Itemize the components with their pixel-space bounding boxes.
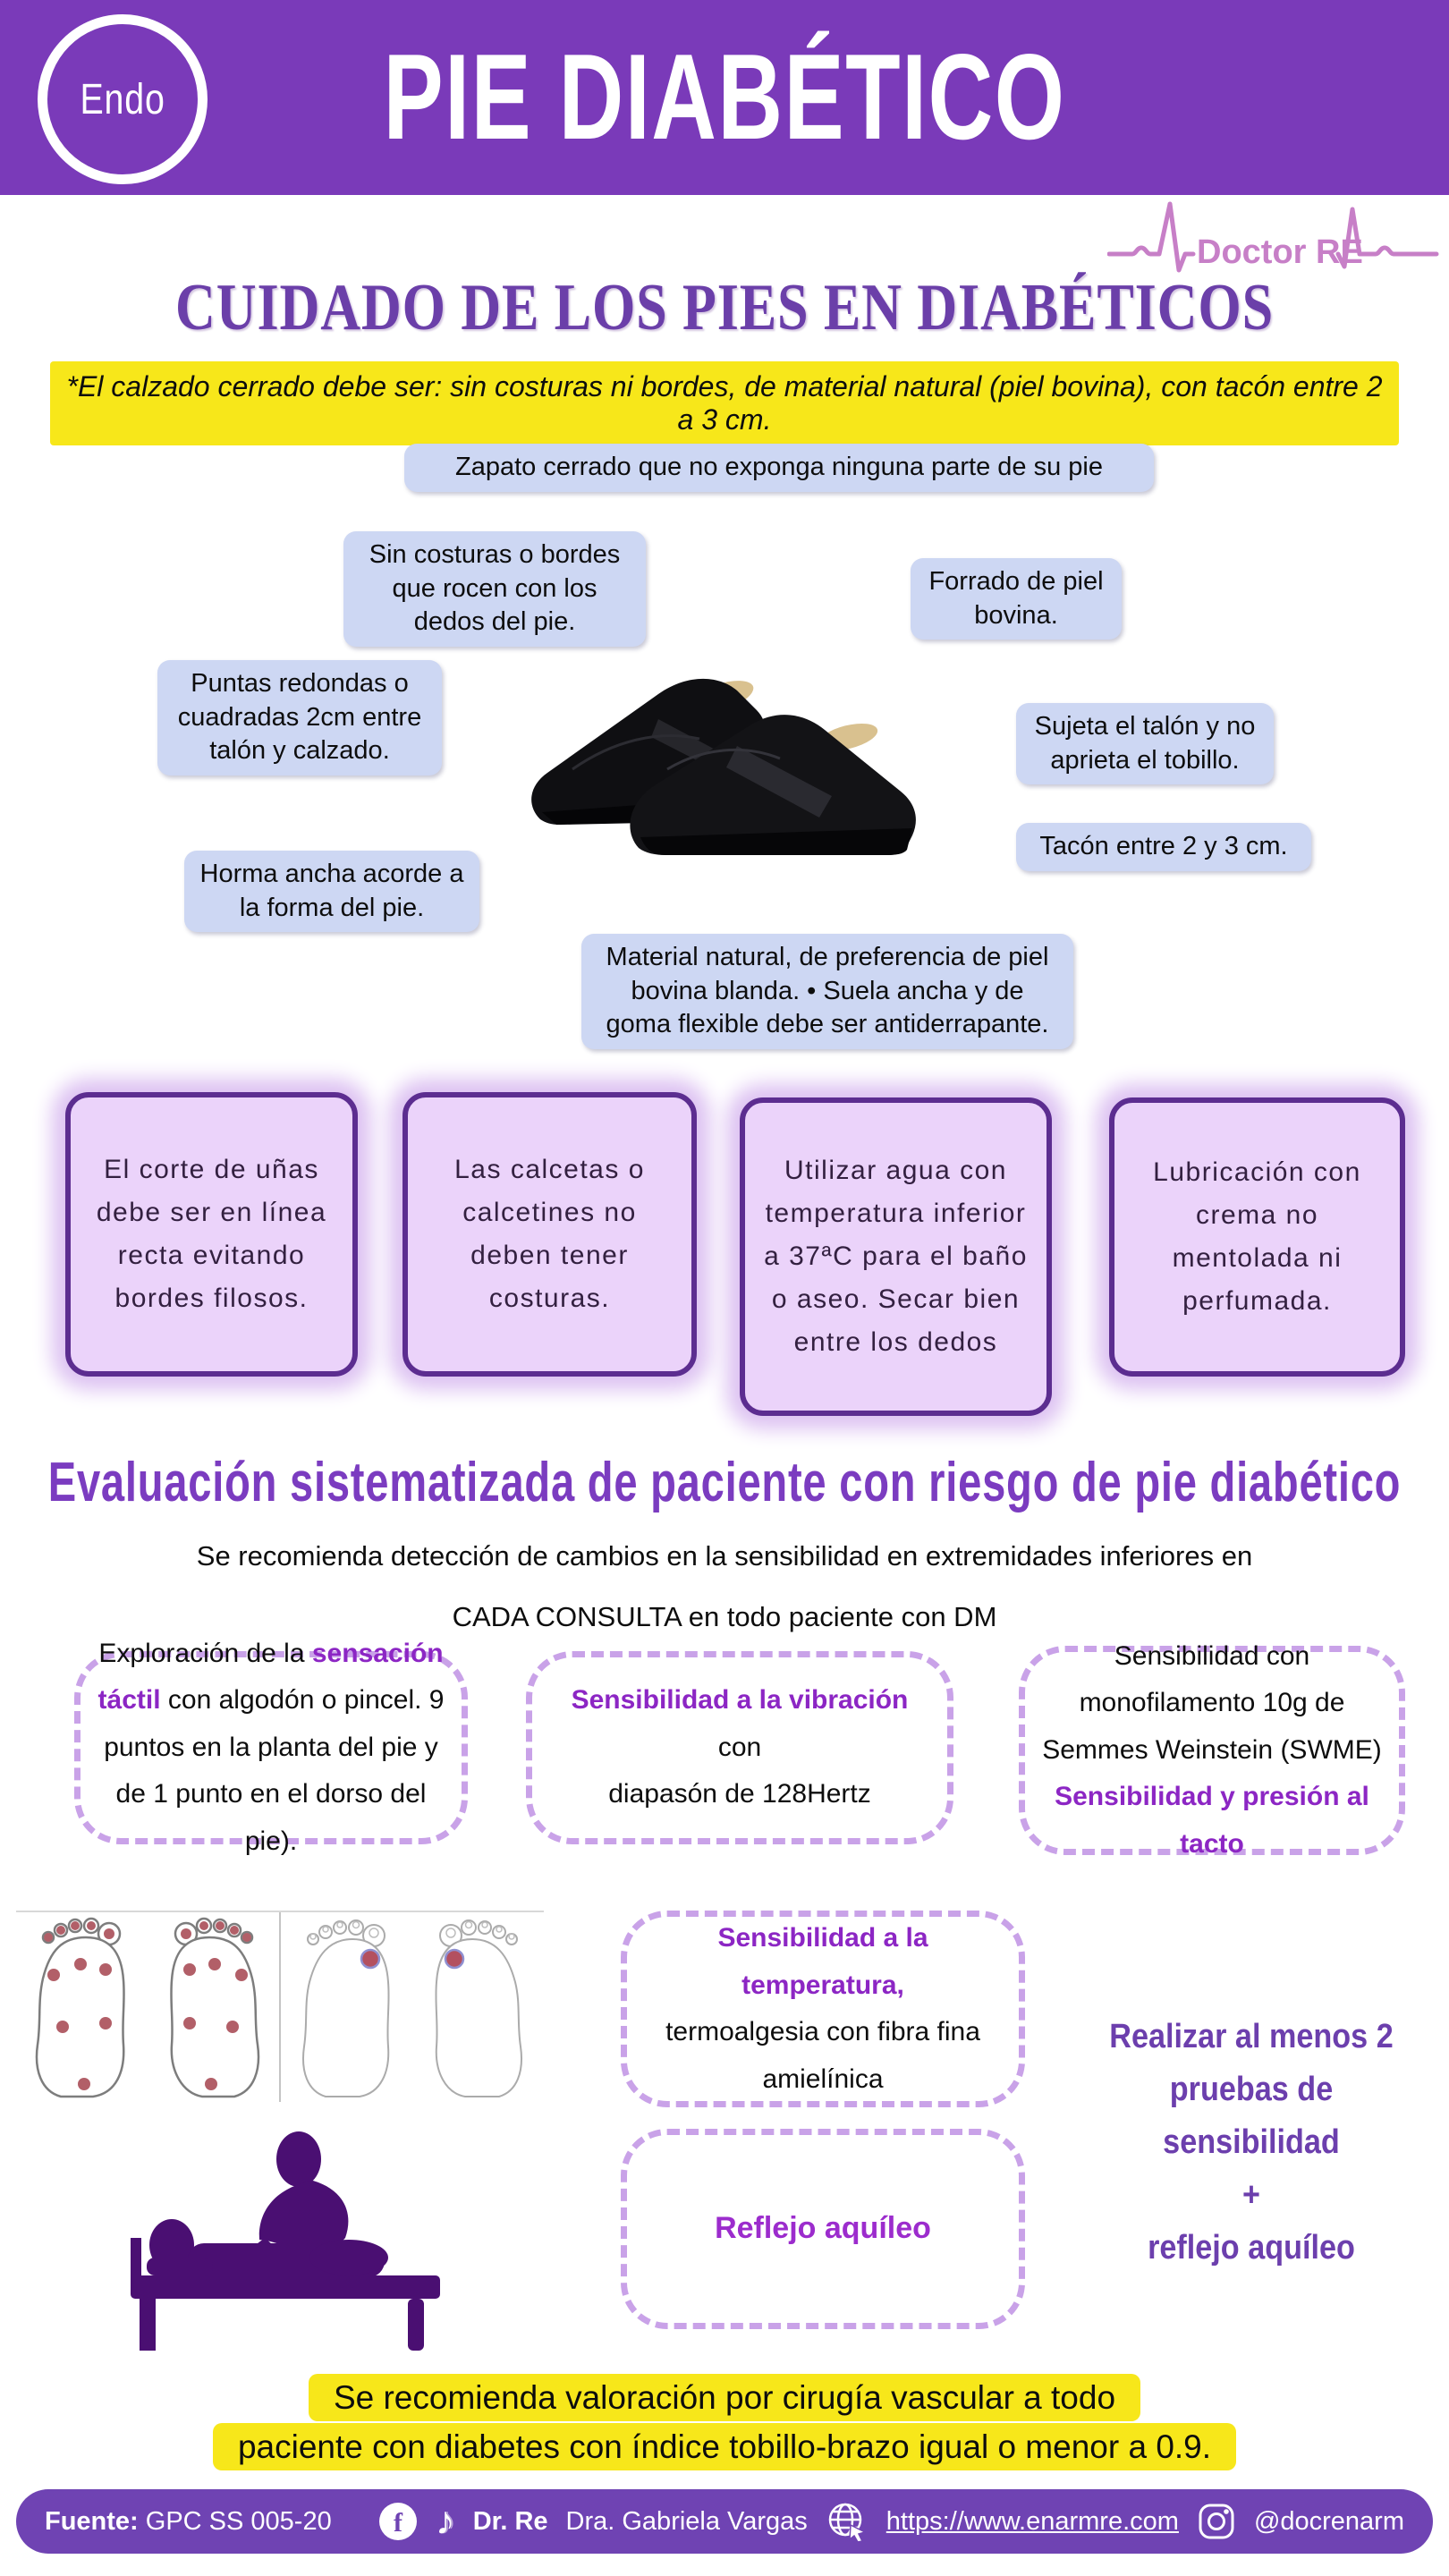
side-note-line4: reflejo aquíleo — [1148, 2228, 1355, 2267]
test-text: Exploración de la — [98, 1638, 312, 1668]
test-text: diapasón de 128Hertz — [608, 1779, 871, 1809]
test-box-tactile — [74, 1638, 468, 1856]
callout-wide-last: Horma ancha acorde a la forma del pie. — [184, 851, 479, 932]
brand-name: Doctor RE — [1197, 233, 1363, 271]
card-text: Utilizar agua con temperatura inferior a 37ªC para el baño o aseo. Secar bien entre los dedos — [764, 1156, 1028, 1357]
test-text: con algodón o pincel. 9 puntos en la planta del pie y de 1 punto en el dorso del pie). — [104, 1685, 445, 1856]
test-emphasis: Sensibilidad y presión al tacto — [1055, 1782, 1369, 1859]
orthopedic-shoes-image — [524, 662, 932, 857]
foot-soles-image — [16, 1912, 279, 2102]
side-note-line1: Realizar al menos 2 — [1109, 2018, 1394, 2055]
foot-dorsum-image — [279, 1912, 544, 2102]
test-emphasis: Reflejo aquíleo — [715, 2211, 931, 2246]
test-box-temperature — [621, 1911, 1025, 2107]
tiktok-handle: Dr. Re — [472, 2506, 548, 2536]
test-box-achilles-reflex — [621, 2129, 1025, 2329]
side-note-line2: pruebas de sensibilidad — [1163, 2070, 1340, 2161]
header-banner — [0, 0, 1449, 195]
card-text: El corte de uñas debe ser en línea recta evitando bordes filosos. — [96, 1155, 327, 1313]
callout-round-toes: Puntas redondas o cuadradas 2cm entre talón y calzado. — [157, 660, 442, 775]
side-note-plus: + — [1242, 2175, 1260, 2214]
vascular-recommendation — [0, 2372, 1449, 2470]
care-section-title: CUIDADO DE LOS PIES EN DIABÉTICOS — [174, 271, 1275, 344]
globe-icon — [826, 2500, 869, 2543]
test-text: termoalgesia con fibra fina amielínica — [665, 2017, 980, 2094]
source-label: Fuente: — [45, 2506, 139, 2536]
endo-logo — [38, 14, 208, 184]
test-box-monofilament — [1019, 1640, 1405, 1859]
author-name: Dra. Gabriela Vargas — [565, 2506, 808, 2536]
evaluation-subtitle-line2: CADA CONSULTA en todo paciente con DM — [452, 1601, 997, 1633]
test-emphasis: Sensibilidad a la temperatura, — [717, 1923, 928, 2000]
callout-closed-shoe: Zapato cerrado que no exponga ninguna parte de su pie — [404, 444, 1154, 492]
callout-no-seams: Sin costuras o bordes que rocen con los dedos del pie. — [343, 531, 646, 647]
feet-exploration-points-image — [16, 1911, 544, 2104]
instagram-icon — [1197, 2502, 1236, 2541]
evaluation-subtitle-line1: Se recomienda detección de cambios en la sensibilidad en extremidades inferiores en — [196, 1540, 1253, 1572]
website-link[interactable]: https://www.enarmre.com — [886, 2506, 1179, 2536]
callout-heel-height: Tacón entre 2 y 3 cm. — [1016, 823, 1311, 871]
card-socks — [402, 1092, 697, 1377]
source-value: GPC SS 005-20 — [138, 2506, 332, 2536]
endo-logo-label: Endo — [80, 75, 165, 123]
recommendation-line1: Se recomienda valoración por cirugía vascular a todo — [309, 2374, 1140, 2421]
test-text: Sensibilidad con monofilamento 10g de Semmes Weinstein (SWME) — [1042, 1640, 1382, 1765]
examiner-pictogram — [123, 2131, 463, 2356]
test-emphasis: sensación táctil — [97, 1638, 444, 1716]
callout-leather-lining: Forrado de piel bovina. — [911, 558, 1122, 640]
source-reference — [45, 2507, 332, 2537]
test-emphasis: Sensibilidad a la vibración — [571, 1685, 909, 1716]
instagram-handle: @docrenarm — [1253, 2506, 1404, 2536]
test-text: con — [717, 1732, 762, 1762]
care-highlight-note: *El calzado cerrado debe ser: sin costuras ni bordes, de material natural (piel bovina), con tacón entre 2 a 3 cm. — [50, 361, 1399, 445]
facebook-icon — [378, 2502, 418, 2541]
page-title: PIE DIABÉTICO — [383, 29, 1066, 165]
footer-bar — [16, 2489, 1433, 2554]
test-box-vibration — [526, 1651, 953, 1844]
recommendation-line2: paciente con diabetes con índice tobillo-brazo igual o menor a 0.9. — [213, 2423, 1236, 2470]
card-nail-cutting — [65, 1092, 358, 1377]
side-note-min-tests — [1085, 2011, 1418, 2274]
card-text: Lubricación con crema no mentolada ni perfumada. — [1153, 1157, 1361, 1316]
svg-text:f: f — [393, 2508, 402, 2538]
callout-natural-material: Material natural, de preferencia de piel bovina blanda. • Suela ancha y de goma flexible debe ser antiderrapante. — [581, 934, 1073, 1049]
tiktok-icon: ♪ — [435, 2499, 455, 2543]
card-water-temp — [740, 1097, 1052, 1416]
card-text: Las calcetas o calcetines no deben tener costuras. — [454, 1155, 645, 1313]
card-lubrication — [1109, 1097, 1405, 1377]
evaluation-title: Evaluación sistematizada de paciente con riesgo de pie diabético — [47, 1452, 1402, 1513]
callout-heel-hold: Sujeta el talón y no aprieta el tobillo. — [1016, 703, 1274, 784]
